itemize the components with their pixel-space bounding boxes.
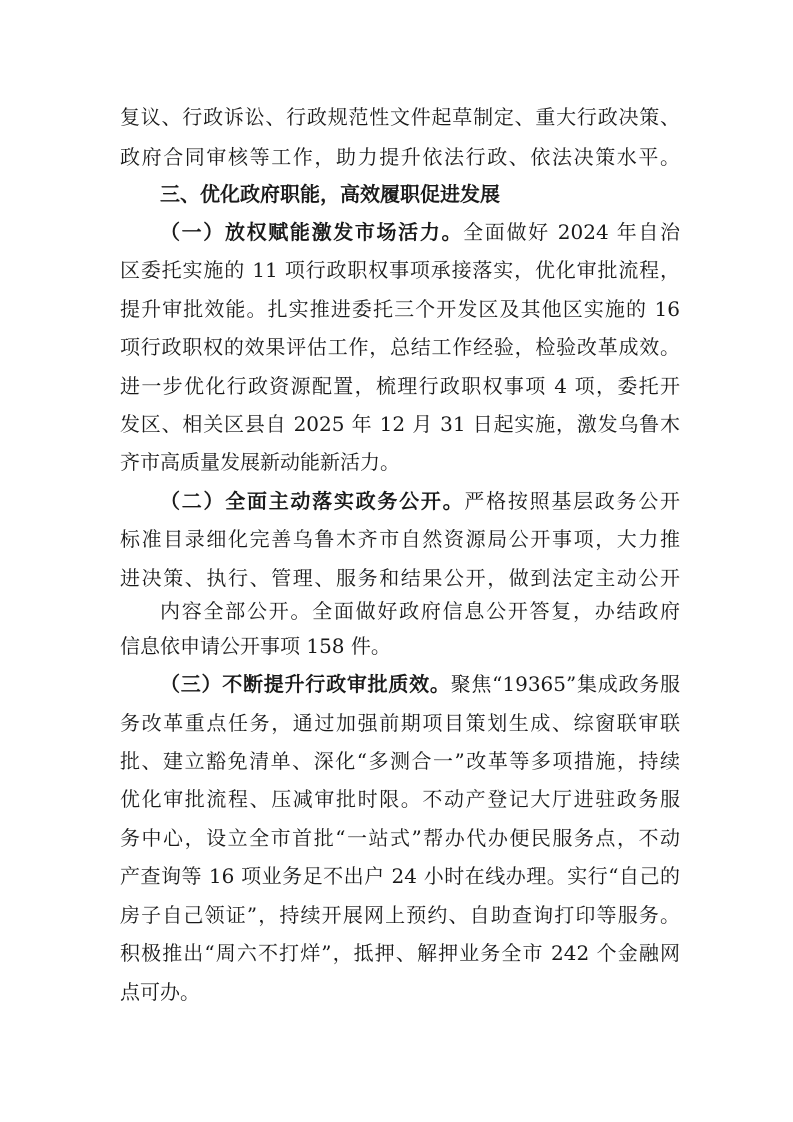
paragraph-1-line-5: 进一步优化行政资源配置，梳理行政职权事项 4 项，委托开 <box>120 374 680 398</box>
paragraph-3-line-6: 产查询等 16 项业务足不出户 24 小时在线办理。实行“自己的 <box>120 864 680 888</box>
paragraph-3-lead: （三）不断提升行政审批质效。 <box>160 672 451 696</box>
paragraph-2-lead: （二）全面主动落实政务公开。 <box>160 489 465 513</box>
paragraph-3-line-1 <box>160 670 680 698</box>
paragraph-1-line-7: 齐市高质量发展新动能新活力。 <box>120 450 400 474</box>
section-heading: 三、优化政府职能，高效履职促进发展 <box>160 182 500 206</box>
paragraph-1-line-6: 发区、相关区县自 2025 年 12 月 31 日起实施，激发乌鲁木 <box>120 412 680 436</box>
paragraph-3-line-5: 务中心，设立全市首批“一站式”帮办代办便民服务点，不动 <box>120 826 680 850</box>
intro-line-1: 复议、行政诉讼、行政规范性文件起草制定、重大行政决策、 <box>120 105 680 129</box>
paragraph-3-line-8: 积极推出“周六不打烊”，抵押、解押业务全市 242 个金融网 <box>120 941 680 965</box>
paragraph-3-text: 聚焦“19365”集成政务服 <box>450 672 681 696</box>
paragraph-2-line-4: 内容全部公开。全面做好政府信息公开答复，办结政府 <box>160 599 680 623</box>
paragraph-1-line-2: 区委托实施的 11 项行政职权事项承接落实，优化审批流程， <box>120 258 680 282</box>
paragraph-3-line-4: 优化审批流程、压减审批时限。不动产登记大厅进驻政务服 <box>120 787 680 811</box>
paragraph-1-line-3: 提升审批效能。扎实推进委托三个开发区及其他区实施的 16 <box>120 297 680 321</box>
paragraph-2-text: 严格按照基层政务公开 <box>464 489 681 513</box>
paragraph-3-line-3: 批、建立豁免清单、深化“多测合一”改革等多项措施，持续 <box>120 749 680 773</box>
paragraph-1-lead: （一）放权赋能激发市场活力。 <box>160 220 464 244</box>
paragraph-2-line-1 <box>160 487 680 515</box>
paragraph-2-line-5: 信息依申请公开事项 158 件。 <box>120 634 391 658</box>
paragraph-3-line-2: 务改革重点任务，通过加强前期项目策划生成、综窗联审联 <box>120 711 680 735</box>
paragraph-1-line-4: 项行政职权的效果评估工作，总结工作经验，检验改革成效。 <box>120 335 680 359</box>
intro-line-2: 政府合同审核等工作，助力提升依法行政、依法决策水平。 <box>120 145 680 169</box>
paragraph-3-line-7: 房子自己领证”，持续开展网上预约、自助查询打印等服务。 <box>120 903 680 927</box>
paragraph-1-text: 全面做好 2024 年自治 <box>463 220 680 244</box>
paragraph-3-line-9: 点可办。 <box>120 980 200 1004</box>
paragraph-2-line-3: 进决策、执行、管理、服务和结果公开，做到法定主动公开 <box>120 566 680 590</box>
paragraph-2-line-2: 标准目录细化完善乌鲁木齐市自然资源局公开事项，大力推 <box>120 527 680 551</box>
paragraph-1-line-1 <box>160 218 680 246</box>
